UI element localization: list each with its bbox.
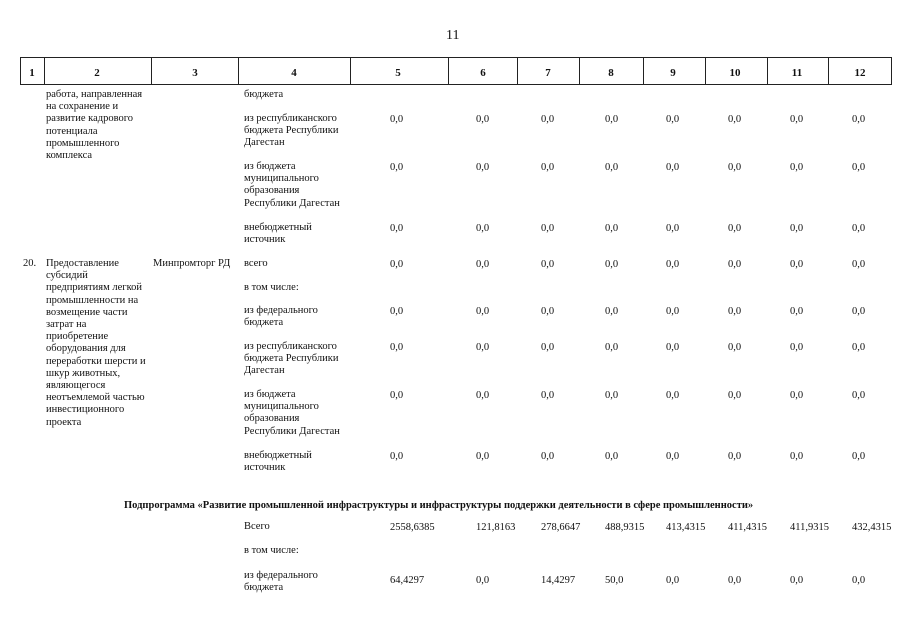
- funding-value: 0,0: [790, 451, 804, 462]
- funding-value: 0,0: [605, 306, 619, 317]
- column-header: 2: [94, 67, 100, 79]
- column-header: 3: [192, 67, 198, 79]
- item-description: инвестиционного: [46, 404, 125, 416]
- funding-value: 0,0: [790, 390, 804, 401]
- including-label: в том числе:: [244, 282, 299, 293]
- total-value: 0,0: [476, 259, 490, 270]
- column-header: 9: [670, 67, 676, 79]
- column-header: 4: [291, 67, 297, 79]
- funding-value: 0,0: [390, 342, 404, 353]
- federal-value: 0,0: [852, 575, 866, 586]
- column-header: 11: [791, 67, 803, 79]
- column-header: 5: [395, 67, 401, 79]
- subprogram-total-value: 411,4315: [728, 522, 767, 533]
- page-number: 11: [446, 28, 460, 43]
- column-header: 1: [29, 67, 35, 79]
- total-value: 0,0: [605, 259, 619, 270]
- funding-value: 0,0: [666, 390, 680, 401]
- funding-value: 0,0: [541, 223, 555, 234]
- funding-source-label: Республики Дагестан: [244, 197, 340, 209]
- funding-source-label: бюджета: [244, 317, 284, 329]
- subprogram-total-label: Всего: [244, 521, 270, 532]
- subprogram-total-value: 413,4315: [666, 522, 706, 533]
- funding-value: 0,0: [728, 162, 742, 173]
- item-description: промышленности на: [46, 294, 139, 306]
- funding-value: 0,0: [605, 223, 619, 234]
- column-separator: [643, 57, 644, 85]
- subprogram-total-value: 411,9315: [790, 522, 829, 533]
- column-header: 7: [545, 67, 551, 79]
- funding-source-label: из бюджета: [244, 389, 296, 400]
- funding-value: 0,0: [541, 306, 555, 317]
- funding-value: 0,0: [666, 306, 680, 317]
- total-value: 0,0: [541, 259, 555, 270]
- funding-value: 0,0: [666, 114, 680, 125]
- funding-source-label: Дагестан: [244, 365, 285, 377]
- funding-value: 0,0: [476, 114, 490, 125]
- executor: Минпромторг РД: [153, 258, 231, 269]
- continuation-description: работа, направленная: [46, 89, 143, 100]
- funding-value: 0,0: [852, 306, 866, 317]
- funding-value: 0,0: [476, 342, 490, 353]
- item-description: проекта: [46, 416, 82, 428]
- funding-value: 0,0: [666, 342, 680, 353]
- including-label: в том числе:: [244, 545, 299, 556]
- column-header: 6: [480, 67, 486, 79]
- funding-value: 0,0: [541, 114, 555, 125]
- column-separator: [350, 57, 351, 85]
- funding-value: 0,0: [541, 390, 555, 401]
- funding-value: 0,0: [390, 114, 404, 125]
- item-description: приобретение: [46, 331, 109, 343]
- funding-source-label: внебюджетный: [244, 450, 312, 461]
- column-separator: [448, 57, 449, 85]
- column-separator: [238, 57, 239, 85]
- column-separator: [151, 57, 152, 85]
- funding-source-label: из федерального: [244, 570, 318, 581]
- continuation-description: развитие кадрового: [46, 113, 134, 125]
- funding-value: 0,0: [790, 342, 804, 353]
- federal-value: 0,0: [666, 575, 680, 586]
- funding-value: 0,0: [476, 306, 490, 317]
- funding-value: 0,0: [541, 451, 555, 462]
- funding-value: 0,0: [541, 342, 555, 353]
- item-description: предприятиям легкой: [46, 282, 143, 294]
- item-description: Предоставление: [46, 258, 119, 269]
- funding-value: 0,0: [790, 223, 804, 234]
- continuation-description: потенциала: [46, 125, 98, 137]
- federal-value: 0,0: [476, 575, 490, 586]
- funding-value: 0,0: [390, 162, 404, 173]
- item-description: субсидий: [46, 270, 88, 282]
- funding-source-label: внебюджетный: [244, 222, 312, 233]
- funding-value: 0,0: [790, 114, 804, 125]
- funding-value: 0,0: [476, 390, 490, 401]
- item-description: переработки шерсти и: [46, 355, 146, 367]
- funding-value: 0,0: [852, 162, 866, 173]
- funding-value: 0,0: [728, 390, 742, 401]
- subprogram-total-value: 2558,6385: [390, 522, 435, 533]
- funding-source-label: из бюджета: [244, 161, 296, 172]
- column-header: 8: [608, 67, 614, 79]
- total-value: 0,0: [728, 259, 742, 270]
- federal-value: 64,4297: [390, 575, 425, 586]
- subprogram-title: Подпрограмма «Развитие промышленной инфраструктуры и инфраструктуры поддержки деятельности в сфере промышленности»: [124, 500, 754, 511]
- funding-source-label: из республиканского: [244, 113, 337, 124]
- funding-source-label: бюджета Республики: [244, 125, 339, 137]
- funding-value: 0,0: [390, 451, 404, 462]
- federal-value: 50,0: [605, 575, 624, 586]
- item-description: шкур животных,: [46, 367, 121, 379]
- funding-source-label: образования: [244, 185, 300, 197]
- funding-value: 0,0: [728, 306, 742, 317]
- item-description: возмещение части: [46, 306, 128, 318]
- subprogram-total-value: 121,8163: [476, 522, 516, 533]
- funding-value: 0,0: [728, 342, 742, 353]
- funding-value: 0,0: [790, 306, 804, 317]
- funding-value: 0,0: [728, 114, 742, 125]
- funding-value: 0,0: [852, 451, 866, 462]
- total-value: 0,0: [790, 259, 804, 270]
- funding-source-label: образования: [244, 413, 300, 425]
- funding-source-label: источник: [244, 234, 286, 246]
- funding-value: 0,0: [390, 306, 404, 317]
- funding-value: 0,0: [605, 342, 619, 353]
- item-description: неотъемлемой частью: [46, 392, 145, 404]
- continuation-description: комплекса: [46, 150, 93, 161]
- column-separator: [579, 57, 580, 85]
- total-label: всего: [244, 258, 268, 269]
- column-separator: [891, 57, 892, 85]
- column-separator: [517, 57, 518, 85]
- funding-value: 0,0: [390, 390, 404, 401]
- subprogram-total-value: 278,6647: [541, 522, 581, 533]
- funding-source-label: из федерального: [244, 305, 318, 316]
- column-separator: [828, 57, 829, 85]
- funding-source-label: бюджета: [244, 89, 284, 100]
- funding-source-label: из республиканского: [244, 341, 337, 352]
- funding-source-label: бюджета Республики: [244, 353, 339, 365]
- funding-source-label: муниципального: [244, 173, 319, 185]
- funding-value: 0,0: [605, 390, 619, 401]
- funding-value: 0,0: [476, 223, 490, 234]
- federal-value: 0,0: [728, 575, 742, 586]
- total-value: 0,0: [390, 259, 404, 270]
- column-separator: [44, 57, 45, 85]
- item-number: 20.: [23, 258, 37, 269]
- funding-value: 0,0: [476, 451, 490, 462]
- subprogram-total-value: 432,4315: [852, 522, 892, 533]
- funding-source-label: Республики Дагестан: [244, 425, 340, 437]
- funding-value: 0,0: [790, 162, 804, 173]
- total-value: 0,0: [666, 259, 680, 270]
- funding-source-label: источник: [244, 462, 286, 474]
- funding-value: 0,0: [541, 162, 555, 173]
- column-separator: [705, 57, 706, 85]
- funding-value: 0,0: [666, 162, 680, 173]
- federal-value: 0,0: [790, 575, 804, 586]
- funding-value: 0,0: [605, 114, 619, 125]
- funding-value: 0,0: [666, 223, 680, 234]
- continuation-description: промышленного: [46, 137, 120, 149]
- item-description: являющегося: [46, 380, 106, 391]
- funding-value: 0,0: [476, 162, 490, 173]
- funding-value: 0,0: [852, 342, 866, 353]
- funding-value: 0,0: [852, 223, 866, 234]
- item-description: затрат на: [46, 319, 87, 330]
- funding-value: 0,0: [666, 451, 680, 462]
- funding-value: 0,0: [728, 223, 742, 234]
- subprogram-total-value: 488,9315: [605, 522, 645, 533]
- column-header: 12: [854, 67, 866, 79]
- funding-source-label: Дагестан: [244, 137, 285, 149]
- column-header: 10: [729, 67, 741, 79]
- funding-value: 0,0: [605, 162, 619, 173]
- federal-value: 14,4297: [541, 575, 576, 586]
- funding-value: 0,0: [605, 451, 619, 462]
- item-description: оборудования для: [46, 343, 126, 355]
- funding-value: 0,0: [852, 114, 866, 125]
- funding-source-label: муниципального: [244, 401, 319, 413]
- funding-value: 0,0: [852, 390, 866, 401]
- funding-value: 0,0: [390, 223, 404, 234]
- continuation-description: на сохранение и: [46, 101, 119, 113]
- column-separator: [767, 57, 768, 85]
- funding-value: 0,0: [728, 451, 742, 462]
- total-value: 0,0: [852, 259, 866, 270]
- funding-source-label: бюджета: [244, 582, 284, 594]
